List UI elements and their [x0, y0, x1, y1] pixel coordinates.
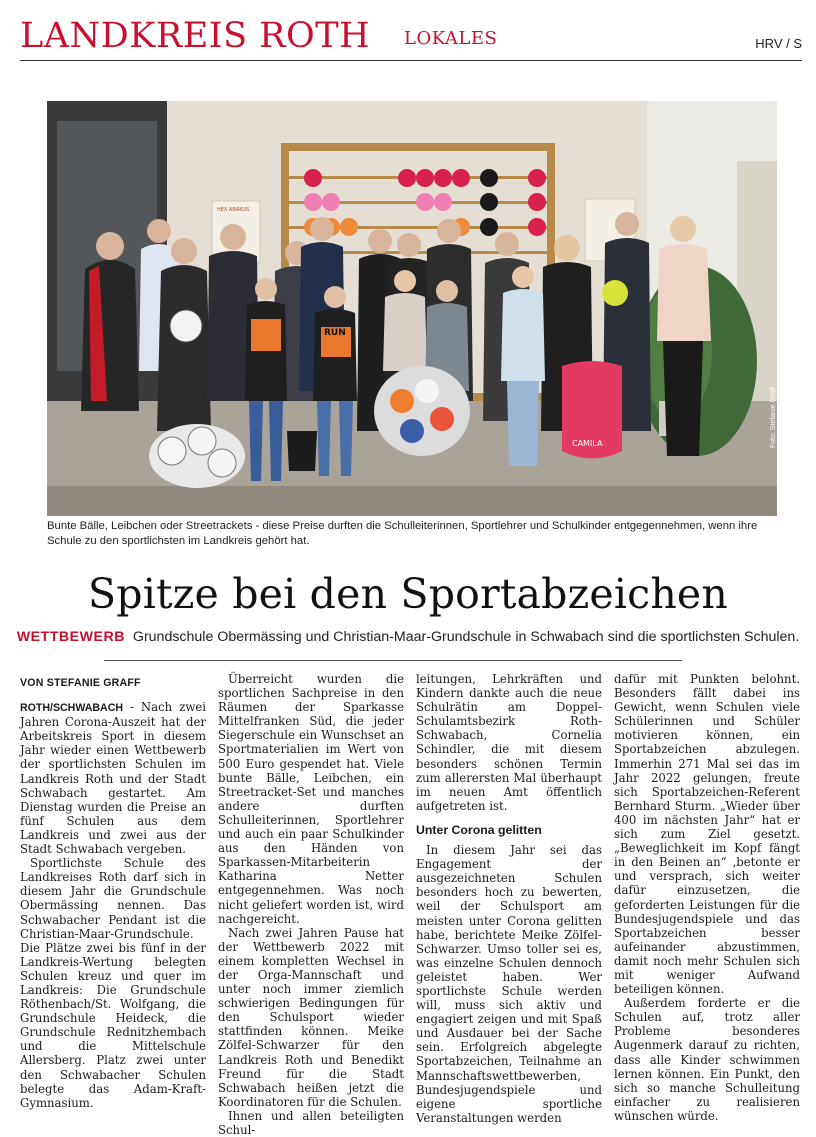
paragraph: In diesem Jahr sei das Engagement der ausgezeichneten Schulen besonders hoch zu bewerten, weil der Schulsport am meisten unter Corona gelitten habe, berichtete Meike Zölfel-Schwarzer. Umso toller sei es, was einzelne Schulen dennoch geleistet haben. Wer sportlichste Schule werden will, muss sich aktiv und engagiert zeigen und mit Spaß und Ausdauer bei der Sache sein. Erfolgreich abgelegte Sportabzeichen, Teilnahme an Mannschaftswettbewerben, Bundesjugendspiele und eigene sportliche Veranstaltungen werden: [416, 843, 602, 1125]
article-subheadline: [0, 628, 816, 646]
group-photo-illustration: [47, 101, 777, 516]
poster-label: HEX ABAKUS: [217, 207, 250, 213]
article-headline: Spitze bei den Sportabzeichen: [87, 570, 729, 618]
subhead-text: Grundschule Obermässing und Christian-Maar-Grundschule in Schwabach sind die sportlichsten Schulen.: [132, 629, 800, 645]
article-column-3: [416, 672, 602, 1125]
paragraph: leitungen, Lehrkräften und Kindern dankte auch die neue Schulrätin am Doppel-Schulamtsbezirk Roth-Schwabach, Cornelia Schindler, die mit diesem besonders schönen Termin zum allerersten Mal überhaupt im neuen Amt öffentlich aufgetreten ist.: [416, 672, 602, 813]
bag-text: CAMILA: [572, 439, 603, 448]
article-photo: [47, 101, 777, 516]
paragraph: [20, 700, 206, 856]
subhead-kicker: WETTBEWERB: [16, 629, 125, 645]
intertitle: Unter Corona gelitten: [416, 822, 542, 837]
article-column-1: [20, 672, 206, 1110]
paragraph: Außerdem forderte er die Schulen auf, trotz aller Probleme besonderes Augenmerk darauf zu richten, dass alle Kinder schwimmen lernen können. Ein Punkt, den sich so manche Schulleitung einfacher zu realisieren wünschen würde.: [614, 996, 800, 1123]
section-title: LANDKREIS ROTH: [20, 16, 371, 56]
shirt-text: RUN: [324, 328, 346, 338]
paragraph: Sportlichste Schule des Landkreises Roth darf sich in diesem Jahr die Grundschule Obermässing nennen. Das Schwabacher Pendant ist die Christian-Maar-Grundschule. Die Plätze zwei bis fünf in der Landkreis-Wertung belegten Schulen kreuz und quer im Landkreis: Die Grundschule Röthenbach/St. Wolfgang, die Grundschule Heideck, die Grundschule Rednitzhembach und die Mittelschule Allersberg. Platz zwei unter den Schwabacher Schulen belegte das Adam-Kraft-Gymnasium.: [20, 856, 206, 1110]
byline: VON STEFANIE GRAFF: [20, 677, 141, 689]
paragraph-text: - Nach zwei Jahren Corona-Auszeit hat der Arbeitskreis Sport in diesem Jahr wieder einen Wettbewerb der sportlichsten Schulen im Landkreis Roth und der Stadt Schwabach gestartet. Am Dienstag wurden die Preise an fünf Schulen aus dem Landkreis und zwei aus der Stadt Schwabach vergeben.: [20, 700, 207, 857]
photo-caption: Bunte Bälle, Leibchen oder Streetrackets - diese Preise durften die Schulleiterinnen, Sportlehrer und Schulkinder entgegennehmen, wenn ihre Schule zu den sportlichsten im Landkreis gehört hat.: [47, 520, 758, 547]
section-subtitle: LOKALES: [404, 28, 498, 49]
article-column-2: [218, 672, 404, 1137]
subhead-divider: [104, 660, 682, 661]
article-column-4: [614, 672, 800, 1123]
paragraph: Ihnen und allen beteiligten Schul-: [218, 1108, 404, 1137]
masthead-divider: [20, 60, 802, 61]
photo-credit: Foto: Stefanie Graff: [770, 387, 777, 448]
dateline: ROTH/SCHWABACH: [20, 702, 123, 715]
masthead: [20, 14, 802, 58]
paragraph: Nach zwei Jahren Pause hat der Wettbewerb 2022 mit einem kompletten Wechsel in der Orga-Mannschaft und unter noch immer ziemlich schwierigen Bedingungen für den Schulsport wieder stattfinden können. Meike Zölfel-Schwarzer für den Landkreis Roth und Benedikt Freund für die Stadt Schwabach heißen jetzt die Koordinatoren für die Schulen.: [218, 925, 404, 1109]
paragraph: dafür mit Punkten belohnt. Besonders fällt dabei ins Gewicht, wenn Schulen viele Schülerinnen und Schüler motivieren können, ein Sportabzeichen abzulegen. Immerhin 271 Mal sei das im Jahr 2022 gelungen, freute sich Sportabzeichen-Referent Bernhard Sturm. „Wieder über 400 im nächsten Jahr“ hat er sich zum Ziel gesetzt. „Beweglichkeit im Kopf fängt in den Beinen an“ ,betonte er und versprach, sich weiter dafür einzusetzen, die geforderten Leistungen für die Bundesjugendspiele und das Sportabzeichen besser aufeinander abzustimmen, damit noch mehr Schulen sich mit weniger Aufwand beteiligen können.: [614, 672, 800, 997]
paragraph: Überreicht wurden die sportlichen Sachpreise in den Räumen der Sparkasse Mittelfranken Süd, die jeder Siegerschule ein Wunschset an Sportmaterialien im Wert von 500 Euro gespendet hat. Viele bunte Bälle, Leibchen, ein Streetracket-Set und manches andere durften Schulleiterinnen, Sportlehrer und auch ein paar Schulkinder aus den Händen von Sparkassen-Mitarbeiterin Katharina Netter entgegennehmen. Was noch nicht geliefert worden ist, wird nachgereicht.: [218, 672, 404, 926]
edition-code: HRV / S: [755, 36, 802, 51]
